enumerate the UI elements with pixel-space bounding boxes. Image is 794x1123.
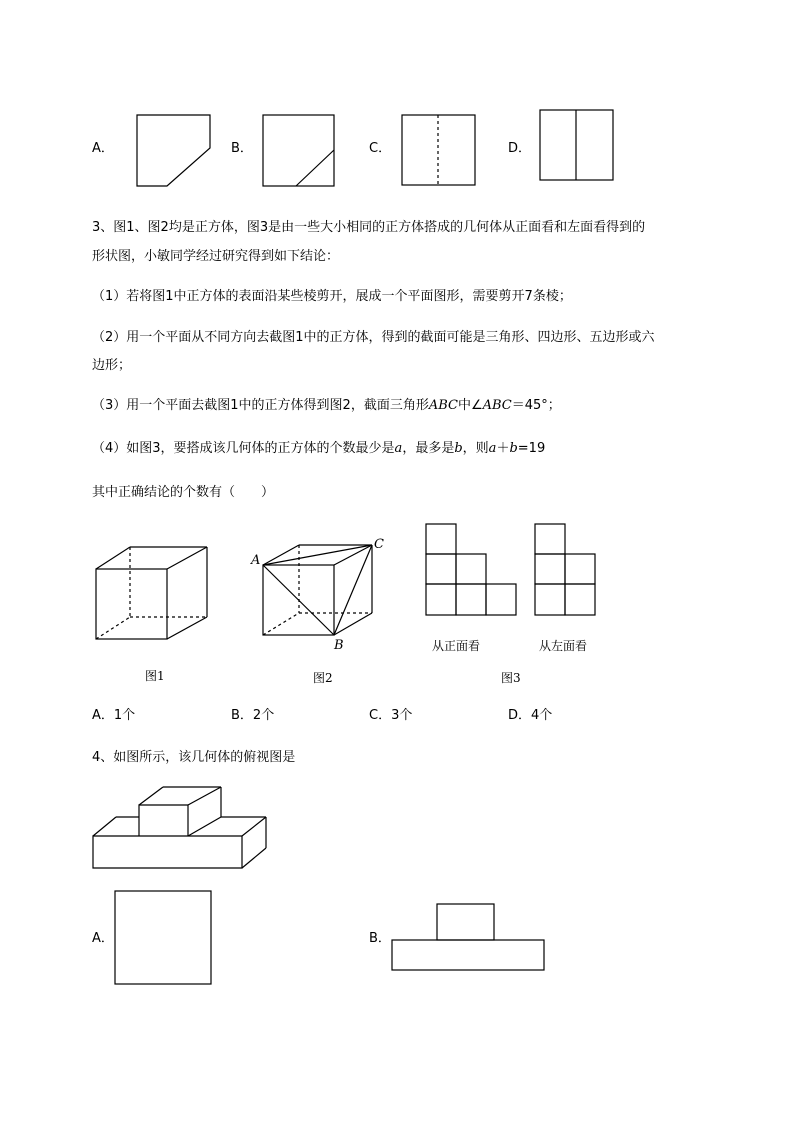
q2-option-d-label: D． xyxy=(508,141,532,156)
q4-stem: 4、如图所示，该几何体的俯视图是 xyxy=(92,750,296,765)
q3-c4-a2: a xyxy=(488,441,497,456)
q3-stem-line2: 形状图，小敏同学经过研究得到如下结论： xyxy=(92,249,340,264)
q4-option-a-label: A． xyxy=(92,931,114,946)
q3-conclusion-1: （1）若将图1中正方体的表面沿某些棱剪开，展成一个平面图形，需要剪开7条棱； xyxy=(92,289,572,304)
q3-option-a: A．1个 xyxy=(92,708,136,723)
q3-c4-b: b xyxy=(454,441,463,456)
q3-figure1-caption: 图1 xyxy=(145,669,165,683)
q3-stem-line1: 3、图1、图2均是正方体，图3是由一些大小相同的正方体搭成的几何体从正面看和左面看得到的 xyxy=(92,220,646,235)
q3-figure2-label-b: B xyxy=(334,638,344,653)
q2-option-a-label: A． xyxy=(92,141,114,156)
q3-c4-pre: （4）如图3，要搭成该几何体的正方体的个数最少是 xyxy=(92,441,395,456)
q4-option-b-label: B． xyxy=(369,931,391,946)
q3-c4-plus: ＋ xyxy=(496,441,510,456)
q3-front-view-label: 从正面看 xyxy=(432,639,481,653)
q3-c3-mid: 中∠ xyxy=(457,398,483,413)
q2-option-c-label: C． xyxy=(369,141,392,156)
q3-c4-then: ，则 xyxy=(462,441,489,456)
q2-option-b-label: B． xyxy=(231,141,253,156)
q3-c3-pre: （3）用一个平面去截图1中的正方体得到图2，截面三角形 xyxy=(92,398,429,413)
q3-c4-mid: ，最多是 xyxy=(402,441,455,456)
q3-option-c: C．3个 xyxy=(369,708,413,723)
q3-figure2-caption: 图2 xyxy=(313,671,333,685)
q3-conclusion-2-line2: 边形； xyxy=(92,358,132,373)
q3-c4-b2: b xyxy=(509,441,518,456)
q3-c4-a: a xyxy=(394,441,403,456)
q3-figure2-label-a: A xyxy=(251,553,261,568)
q3-c4-post: =19 xyxy=(517,441,546,456)
q3-left-view-label: 从左面看 xyxy=(539,639,588,653)
q3-figure3-caption: 图3 xyxy=(501,671,521,685)
q3-c3-triangle: ABC xyxy=(428,398,458,413)
q3-conclusion-2-line1: （2）用一个平面从不同方向去截图1中的正方体，得到的截面可能是三角形、四边形、五边形或六 xyxy=(92,330,655,345)
q3-c3-post: ＝45°； xyxy=(511,398,561,413)
q3-option-b: B．2个 xyxy=(231,708,275,723)
q3-question: 其中正确结论的个数有（ ） xyxy=(92,485,275,500)
q3-figure2-label-c: C xyxy=(374,537,384,552)
q3-c3-angle: ABC xyxy=(482,398,512,413)
q3-option-d: D．4个 xyxy=(508,708,553,723)
